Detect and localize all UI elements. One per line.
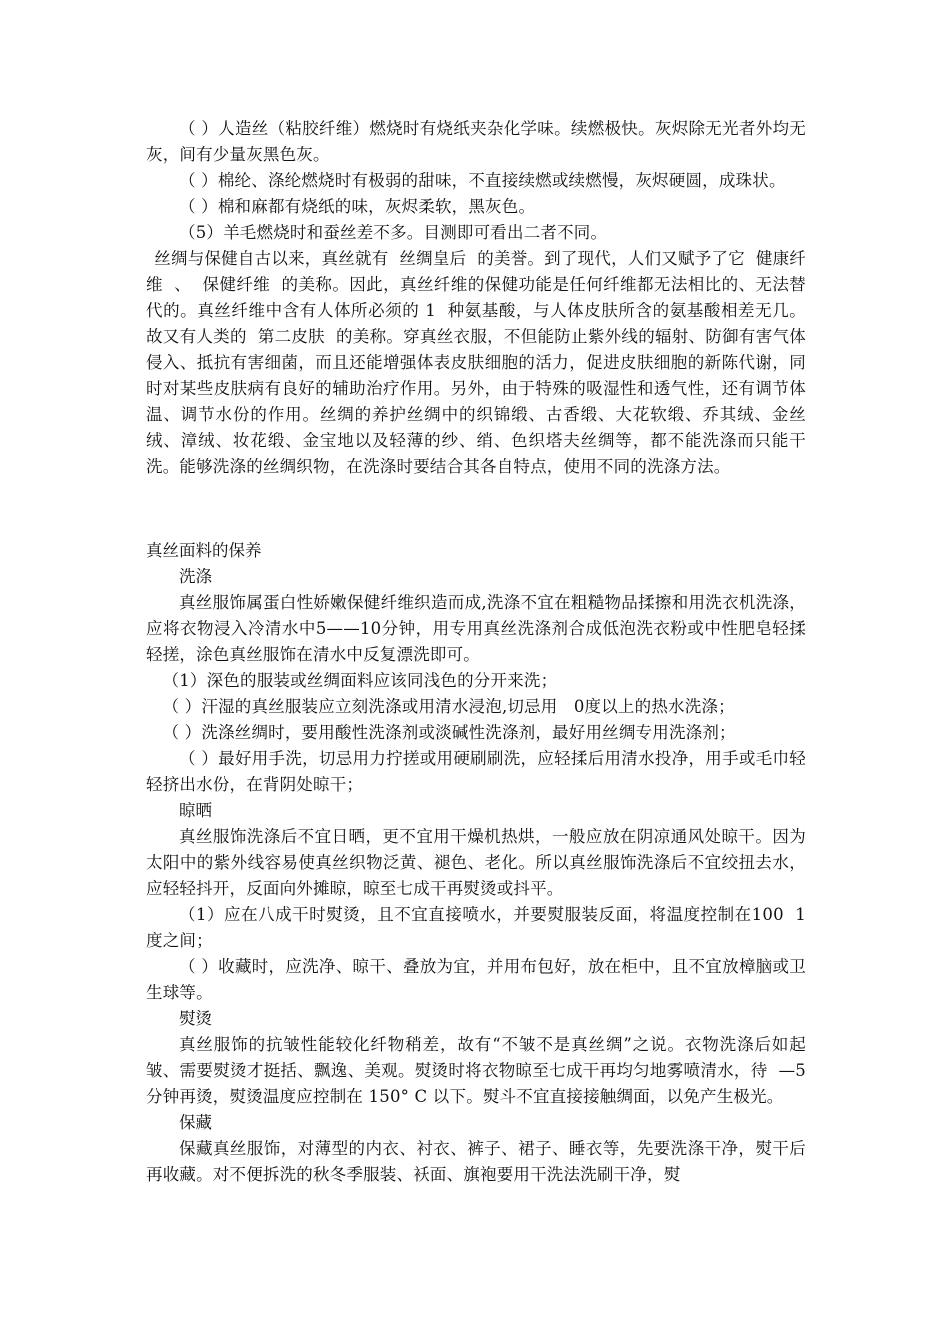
drying-item: （ ）收藏时，应洗净、晾干、叠放为宜，并用布包好，放在柜中，且不宜放樟脑或卫生球等。 — [146, 957, 806, 1002]
section-title: 真丝面料的保养 — [146, 541, 262, 560]
silk-care-section — [146, 538, 817, 1188]
washing-item: （1）深色的服装或丝绸面料应该同浅色的分开来洗； — [162, 671, 558, 690]
ironing-intro: 真丝服饰的抗皱性能较化纤物稍差，故有“不皱不是真丝绸”之说。衣物洗涤后如起皱、需要熨烫才挺括、飘逸、美观。熨烫时将衣物晾至七成干再均匀地雾喷清水，待 —5 分钟再烫，熨烫温度应控制在 150° C 以下。熨斗不宜直接接触绸面，以免产生极光。 — [146, 1035, 812, 1106]
ironing-title: 熨烫 — [179, 1009, 212, 1028]
paragraph-rayon: （ ）人造丝（粘胶纤维）燃烧时有烧纸夹杂化学味。续燃极快。灰烬除无光者外均无灰，间有少量灰黑色灰。 — [146, 119, 806, 164]
burn-test-section — [146, 116, 806, 480]
washing-intro: 真丝服饰属蛋白性娇嫩保健纤维织造而成,洗涤不宜在粗糙物品揉擦和用洗衣机洗涤，应将衣物浸入冷清水中5——10分钟，用专用真丝洗涤剂合成低泡洗衣粉或中性肥皂轻揉轻搓，涂色真丝服饰在清水中反复漂洗即可。 — [146, 593, 806, 664]
paragraph-cotton: （ ）棉和麻都有烧纸的味，灰烬柔软，黑灰色。 — [179, 197, 536, 216]
drying-title: 晾晒 — [179, 801, 212, 820]
washing-item: （ ）汗湿的真丝服装应立刻洗涤或用清水浸泡,切忌用 0度以上的热水洗涤； — [162, 697, 735, 716]
paragraph-silk-health: 丝绸与保健自古以来，真丝就有 丝绸皇后 的美誉。到了现代，人们又赋予了它 健康纤维 、 保健纤维 的美称。因此，真丝纤维的保健功能是任何纤维都无法相比的、无法替代的。真丝纤维中含有人体所必须的 1 种氨基酸，与人体皮肤所含的氨基酸相差无几。故又有人类的 第二皮肤 的美称。穿真丝衣服，不但能防止紫外线的辐射、防御有害气体侵入、抵抗有害细菌，而且还能增强体表皮肤细胞的活力，促进皮肤细胞的新陈代谢，同时对某些皮肤病有良好的辅助治疗作用。另外，由于特殊的吸湿性和透气性，还有调节体温、调节水份的作用。丝绸的养护丝绸中的织锦缎、古香缎、大花软缎、乔其绒、金丝绒、漳绒、妆花缎、金宝地以及轻薄的纱、绡、色织塔夫丝绸等，都不能洗涤而只能干洗。能够洗涤的丝绸织物，在洗涤时要结合其各自特点，使用不同的洗涤方法。 — [146, 249, 806, 476]
storage-intro: 保藏真丝服饰，对薄型的内衣、衬衣、裤子、裙子、睡衣等，先要洗涤干净，熨干后再收藏。对不便拆洗的秋冬季服装、袄面、旗袍要用干洗法洗刷干净，熨 — [146, 1139, 806, 1184]
paragraph-nylon: （ ）棉纶、涤纶燃烧时有极弱的甜味，不直接续燃或续燃慢，灰烬硬圆，成珠状。 — [179, 171, 786, 190]
washing-item: （ ）洗涤丝绸时，要用酸性洗涤剂或淡碱性洗涤剂，最好用丝绸专用洗涤剂； — [162, 723, 736, 742]
washing-item: （ ）最好用手洗，切忌用力拧搓或用硬刷刷洗，应轻揉后用清水投净，用手或毛巾轻轻挤出水份，在背阴处晾干； — [146, 749, 806, 794]
drying-item: （1）应在八成干时熨烫，且不宜直接喷水，并要熨服装反面，将温度控制在100 1 度之间； — [146, 905, 817, 950]
paragraph-wool: （5）羊毛燃烧时和蚕丝差不多。目测即可看出二者不同。 — [179, 223, 608, 242]
washing-title: 洗涤 — [179, 567, 212, 586]
storage-title: 保藏 — [179, 1113, 212, 1132]
drying-intro: 真丝服饰洗涤后不宜日晒，更不宜用干燥机热烘，一般应放在阴凉通风处晾干。因为太阳中的紫外线容易使真丝织物泛黄、褪色、老化。所以真丝服饰洗涤后不宜绞扭去水，应轻轻抖开，反面向外摊晾，晾至七成干再熨烫或抖平。 — [146, 827, 806, 898]
